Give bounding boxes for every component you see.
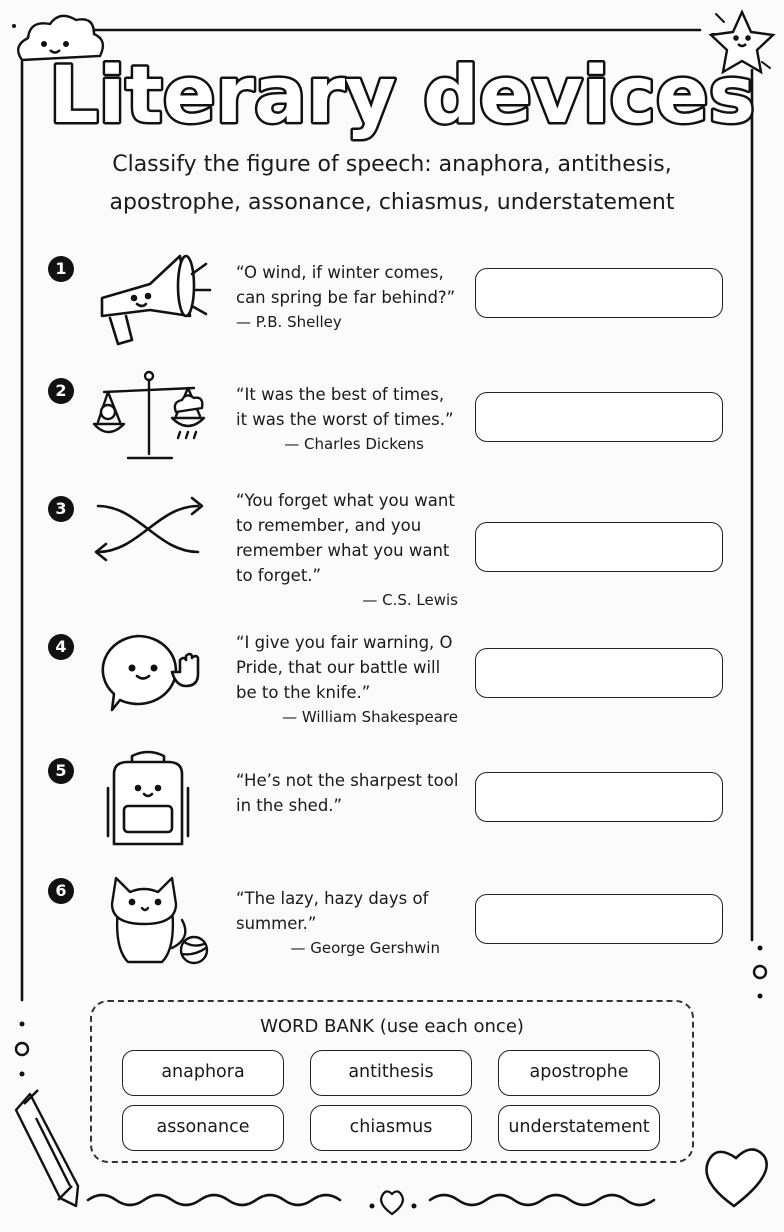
quote-line: “It was the best of times, [236,385,445,404]
quote-block [236,630,464,730]
backpack-icon [88,744,218,852]
quote-line: can spring be far behind?” [236,288,456,307]
quote-line: to remember, and you [236,516,422,535]
word-bank [90,1000,694,1163]
word-bank-chip: anaphora [122,1050,284,1096]
page-title [48,40,756,150]
quote-line: “He’s not the sharpest tool [236,771,459,790]
quote-line: “O wind, if winter comes, [236,263,444,282]
quote-line: “You forget what you want [236,491,455,510]
instructions-line-2: apostrophe, assonance, chiasmus, understatement [109,190,675,215]
pencil-icon [16,1090,78,1206]
megaphone-icon [88,252,218,352]
instructions [60,146,724,222]
instructions-line-1: Classify the figure of speech: anaphora, antithesis, [112,152,672,177]
page-title-text: Literary devices [48,51,756,141]
quote-block [236,260,464,335]
item-number-badge: 3 [48,496,74,522]
item-number-badge: 1 [48,256,74,282]
heart-icon [706,1149,766,1206]
quote-line: it was the worst of times.” [236,410,454,429]
answer-box-4[interactable] [475,648,723,698]
word-bank-chip: apostrophe [498,1050,660,1096]
quote-source: — C.S. Lewis [362,591,458,609]
quote-block [236,886,464,961]
item-number-badge: 2 [48,378,74,404]
quote-source: — P.B. Shelley [236,313,342,331]
crossing-arrows-icon [88,482,218,582]
quote-line: “The lazy, hazy days of [236,889,429,908]
quote-line: “I give you fair warning, O [236,633,453,652]
quote-line: Pride, that our battle will [236,658,441,677]
quote-block [236,488,464,613]
quote-source: — Charles Dickens [284,435,424,453]
quote-line: summer.” [236,914,317,933]
word-bank-chip: understatement [498,1105,660,1151]
quote-block [236,768,464,818]
item-number-badge: 5 [48,758,74,784]
quote-line: to forget.” [236,566,322,585]
word-bank-chip: antithesis [310,1050,472,1096]
small-heart-icon [381,1191,403,1214]
quote-source: — William Shakespeare [282,708,458,726]
answer-box-3[interactable] [475,522,723,572]
speech-bubble-icon [88,626,218,726]
quote-block [236,382,464,457]
item-number-badge: 6 [48,878,74,904]
word-bank-chip: assonance [122,1105,284,1151]
answer-box-6[interactable] [475,894,723,944]
quote-line: in the shed.” [236,796,343,815]
balance-scale-icon [88,370,218,470]
quote-source: — George Gershwin [290,939,440,957]
quote-line: be to the knife.” [236,683,371,702]
answer-box-2[interactable] [475,392,723,442]
word-bank-title: WORD BANK (use each once) [260,1016,524,1037]
answer-box-5[interactable] [475,772,723,822]
word-bank-chip: chiasmus [310,1105,472,1151]
item-number-badge: 4 [48,634,74,660]
quote-line: remember what you want [236,541,450,560]
cat-with-yarn-icon [88,868,218,968]
answer-box-1[interactable] [475,268,723,318]
